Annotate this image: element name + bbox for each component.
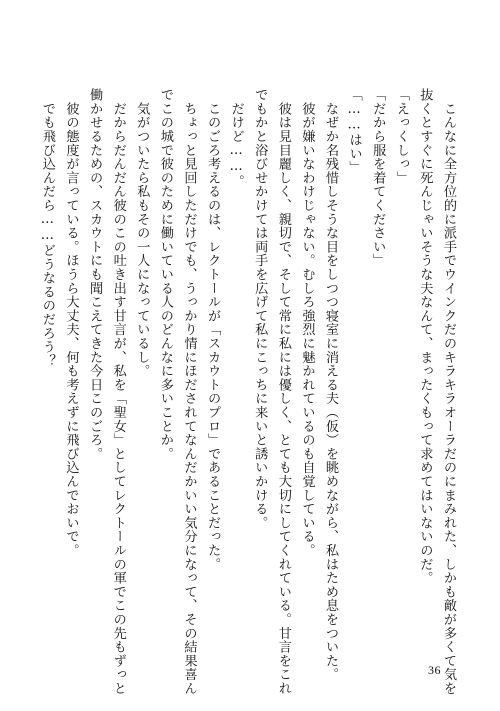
text-line: でこの城で彼のために働いている人のどんなに多いことか。 [157,88,173,461]
text-line: なぜか名残惜しそうな目をしつつ寝室に消える夫（仮）を眺めながら、私はため息をついた。 [323,88,339,682]
text-line: 彼の態度が言っている。ほうら大丈夫、何も考えずに飛び込んでおいで。 [63,88,79,558]
page-number: 36 [428,663,441,677]
text-line: 彼が嫌いなわけじゃない。むしろ強烈に魅かれているのも自覚している。 [299,88,315,558]
text-line: でもかと浴びせかけては両手を広げて私にこっちに来いと誘いかける。 [252,88,268,530]
text-line: 働かせるための、スカウトにも聞こえてきた今日このごろ。 [87,88,103,461]
text-line: ちょっと見回しただけでも、うっかり情にほだされてなんだかいい気分になって、その結果喜ん [181,88,197,696]
text-line: だからだんだん彼のこの吐き出す甘言が、私を「聖女」としてレクトールの軍でこの先もずっと [110,88,126,696]
text-line: このごろ考えるのは、レクトールが「スカウトのプロ」であることだった。 [205,88,221,571]
dialogue-line: 「だから服を着てください」 [370,88,386,268]
text-line: だけど……。 [228,88,244,189]
text-line: こんなに全方位的に派手でウインクだのキラキラオーラだのにまみれた、しかも敵が多くて気を [441,88,456,696]
text-line: 気がついたら私もその一人になっているし。 [134,88,150,378]
text-line: 抜くとすぐに死んじゃいそうな夫なんて、まったくもって求めてはいないのだ。 [417,88,433,585]
dialogue-line: 「……はい」 [346,88,362,175]
dialogue-line: 「えっくしっ」 [393,88,409,185]
text-line: 彼は見目麗しく、親切で、そして常に私には優しく、とても大切にしてくれている。甘言をこれ [275,88,291,696]
text-line: でも飛び込んだら……どうなるのだろう？ [39,88,55,368]
